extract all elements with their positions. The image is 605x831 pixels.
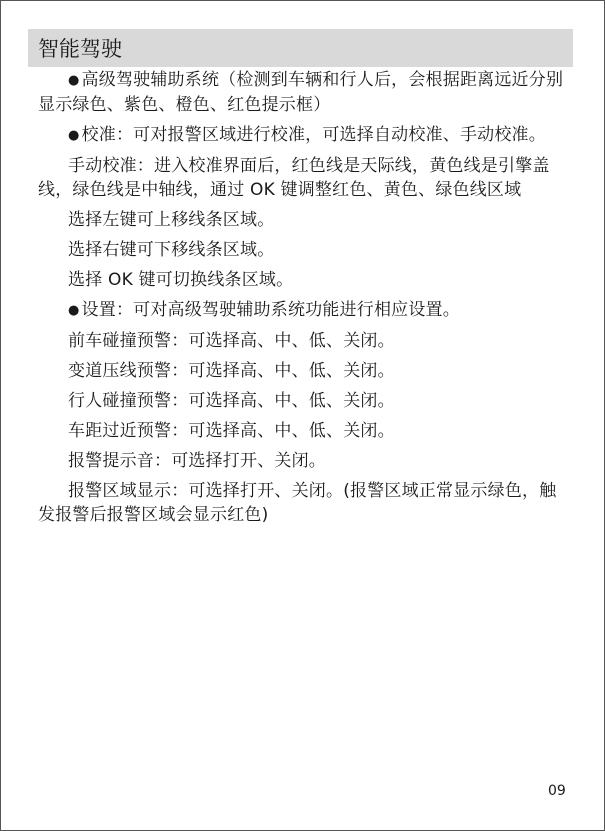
bullet-icon: ● [68, 73, 80, 88]
paragraph-pedestrian-collision [38, 389, 566, 413]
paragraph-adas-intro [38, 68, 566, 117]
paragraph-text: 选择左键可上移线条区域。 [68, 210, 275, 230]
paragraph-text: 报警区域显示：可选择打开、关闭。(报警区域正常显示绿色，触发报警后报警区域会显示红色) [38, 481, 557, 525]
paragraph-text: 手动校准：进入校准界面后，红色线是天际线，黄色线是引擎盖线，绿色线是中轴线，通过 OK 键调整红色、黄色、绿色线区域 [38, 156, 550, 200]
paragraph-right-key [38, 238, 566, 262]
paragraph-text: 报警提示音：可选择打开、关闭。 [68, 451, 326, 471]
manual-content [38, 68, 566, 533]
paragraph-text: 选择 OK 键可切换线条区域。 [68, 270, 294, 290]
paragraph-forward-collision [38, 329, 566, 353]
paragraph-settings [38, 298, 566, 323]
page-number: 09 [548, 783, 566, 799]
section-header [28, 29, 573, 67]
section-title: 智能驾驶 [38, 37, 122, 61]
paragraph-text: 行人碰撞预警：可选择高、中、低、关闭。 [68, 391, 395, 411]
paragraph-text: 设置：可对高级驾驶辅助系统功能进行相应设置。 [81, 300, 460, 320]
paragraph-manual-calibration [38, 154, 566, 202]
paragraph-calibration [38, 123, 566, 148]
paragraph-lane-departure [38, 359, 566, 383]
paragraph-text: 变道压线预警：可选择高、中、低、关闭。 [68, 361, 395, 381]
paragraph-distance-warning [38, 419, 566, 443]
paragraph-ok-key [38, 268, 566, 292]
bullet-icon: ● [68, 303, 80, 318]
paragraph-text: 校准：可对报警区域进行校准，可选择自动校准、手动校准。 [81, 125, 546, 145]
paragraph-alarm-area [38, 479, 566, 527]
paragraph-left-key [38, 208, 566, 232]
bullet-icon: ● [68, 128, 80, 143]
paragraph-text: 前车碰撞预警：可选择高、中、低、关闭。 [68, 331, 395, 351]
paragraph-text: 车距过近预警：可选择高、中、低、关闭。 [68, 421, 395, 441]
paragraph-alarm-sound [38, 449, 566, 473]
paragraph-text: 选择右键可下移线条区域。 [68, 240, 275, 260]
paragraph-text: 高级驾驶辅助系统（检测到车辆和行人后，会根据距离远近分别显示绿色、紫色、橙色、红色提示框） [38, 70, 564, 115]
